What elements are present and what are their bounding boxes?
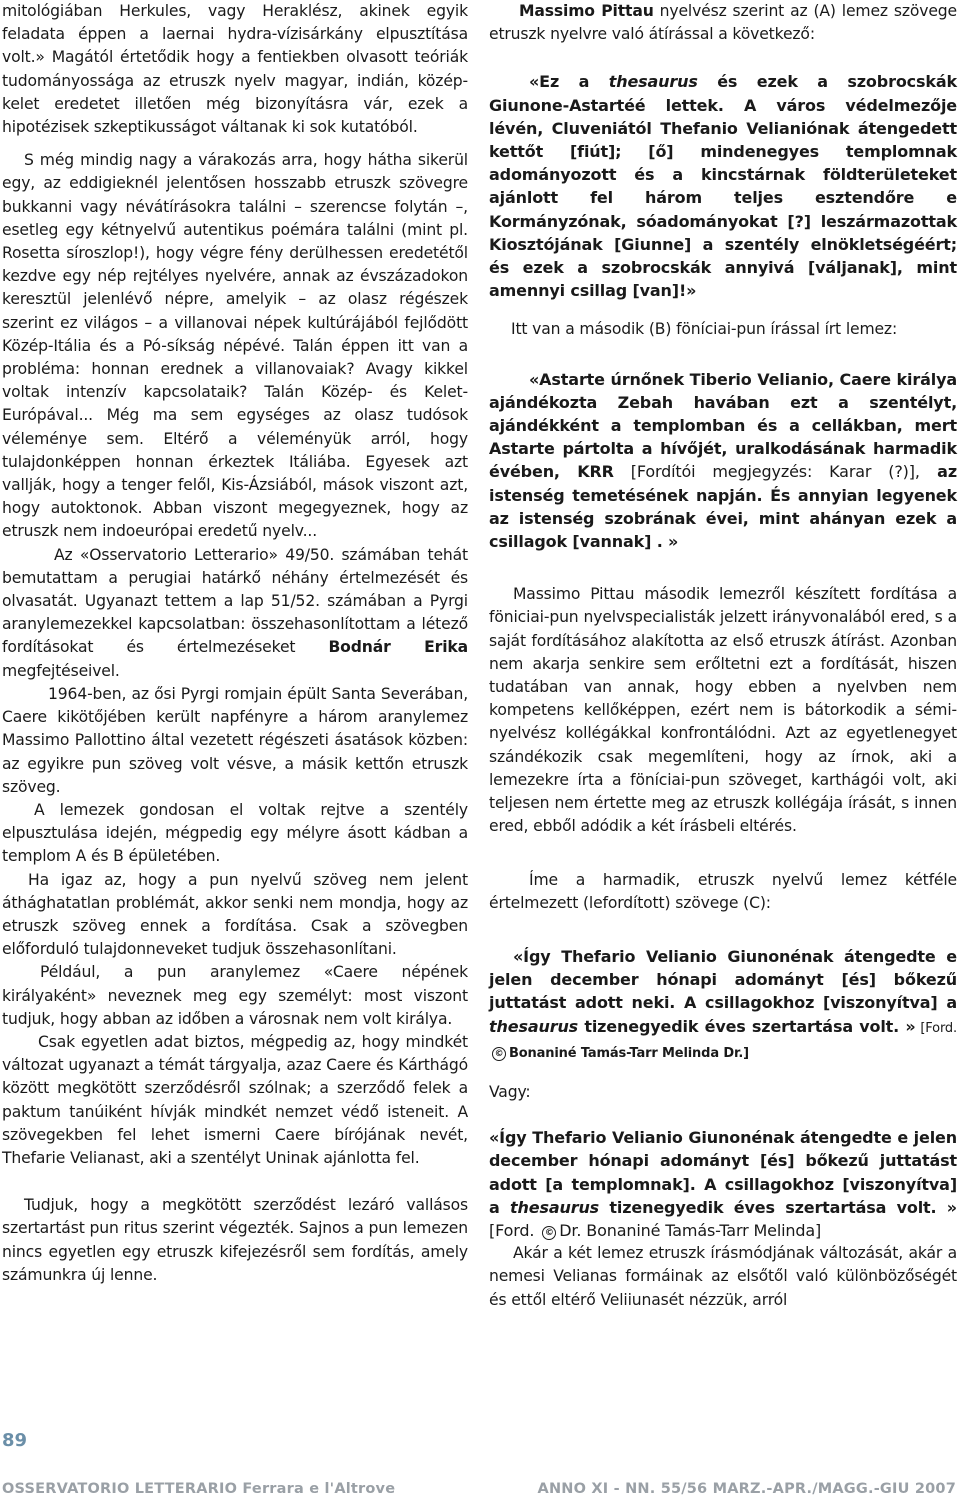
paragraph: Csak egyetlen adat biztos, mégpedig az, hogy mindkét változat ugyanazt a témát tárgyalja, azaz Caere és Kárthágó között megkötött szerződésről szólnak; a szerződő felek a paktum tanúiként hívják mindkét nemzet védő isteneit. A szövegekben fel lehet ismerni Caere bírójának nevét, Thefarie Velianast, aki a szentélyt Uninak ajánlotta fel. xyxy=(2,1032,468,1167)
author-name: Massimo Pittau xyxy=(519,2,654,20)
footer-publication: OSSERVATORIO LETTERARIO Ferrara e l'Altrove xyxy=(2,1481,396,1497)
paragraph: Tudjuk, hogy a megkötött szerződést lezáró vallásos szertartást pun ritus szerint végezték. Sajnos a pun lemezen nincs egyetlen egy etruszk kifejezésről sem fordítás, amely számunkra új lenne. xyxy=(2,1196,468,1284)
paragraph: Akár a két lemez etruszk írásmódjának változását, akár a nemesi Velianas formáinak az elsőtől való különbözőségét és ettől eltérő Veliiunasét nézzük, arról xyxy=(489,1244,957,1309)
paragraph: Például, a pun aranylemez «Caere népének királyaként» neveznek meg egy személyt: most viszont tudjuk, hogy abban az időben a városnak nem volt királya. xyxy=(2,963,468,1028)
paragraph: Ha igaz az, hogy a pun nyelvű szöveg nem jelent áthághatatlan problémát, akkor senki nem mondja, hogy az etruszk szöveg ennek a fordítása. Csak a szövegben előforduló tulajdonneveket tudjuk összehasonlítani. xyxy=(2,870,468,959)
paragraph: 1964-ben, az ősi Pyrgi romjain épült Santa Severában, Caere kikötőjében került napfényre a három aranylemez Massimo Pallottino által vezetett régészeti ásatások közben: az egyikre pun szöveg volt vésve, a másik kettőn etruszk szöveg. xyxy=(2,684,468,796)
paragraph: Az «Osservatorio Letterario» 49/50. számában tehát bemutattam a perugiai határkő néhány értelmezését és olvasatát. Ugyanazt tettem a lap 51/52. számában a Pyrgi aranylemezekkel kapcsolatban: összehasonlítottam a létező fordításokat és értelmezéseket Bodnár Erika megfejtéseivel. xyxy=(2,545,468,680)
quote-c2: «Így Thefario Velianio Giunonénak átengedte e jelen december hónapi adományt [és] bőkezű juttatást adott [a templomnak]. A csillagokhoz [viszonyítva] a thesaurus tizenegyedik éves szertartása volt. » [Ford. © Dr. Bonaniné Tamás-Tarr Melinda] xyxy=(489,1128,957,1240)
paragraph: S még mindig nagy a várakozás arra, hogy hátha sikerül egy, az eddigieknél jelentősen hosszabb etruszk szövegre bukkanni vagy névátírásokra találni – szerencse folytán –, esetleg egy kétnyelvű autentikus poémára találni (mint pl. Rosetta síroszlop!), hogy végre fény derülhessen eredetétől kezdve egy nép rejtélyes nyelvére, annak az évszázadokon keresztül jelenlévő népre, amelyik – az olasz régészek szerint ez világos – a villanovai népek kultúrájából fejlődött Közép-Itália és a Pó-síkság népévé. Talán éppen itt van a probléma: honnan erednek a villanovaiak? Avagy kikkel voltak intenzív kapcsolataik? Talán Közép- és Kelet-Európával... Még ma sem egységes az olasz tudósok véleménye sem. Eltérő a véleményük arról, hogy tulajdonképpen honnan érkeztek Itáliába. Egyesek azt vallják, hogy a tenger felől, Kis-Ázsiából, mások viszont azt, hogy autoktonok. Abban viszont megegyeznek, hogy az etruszk nem indoeurópai eredetű nyelv... xyxy=(2,151,468,541)
paragraph: Vagy: xyxy=(489,1082,531,1101)
quote-b: «Astarte úrnőnek Tiberio Velianio, Caere királya ajándékozta Zebah havában ezt a szentélyt, ajándékként a templomban és a cellákban, mert Astarte pártolta a hívőjét, uralkodásának harmadik évében, KRR [Fordítói megjegyzés: Karar (?)], az istenség temetésének napján. És annyian legyenek az istenség szobrának évei, mint ahányan ezek a csillagok [vannak] . » xyxy=(489,369,957,552)
copyright-icon: © xyxy=(492,1047,506,1061)
paragraph: mitológiában Herkules, vagy Heraklész, akinek egyik feladata éppen a laernai hydra-vízisárkány elpusztítása volt.» Magától értetődik hogy a fentiekben olvasott teóriák tudományossága az etruszk nyelv magyar, indián, közép-kelet eredetet illetően még bizonyításra vár, ezek a hipotézisek szkeptikusságot váltanak ki sok kutatóból. xyxy=(2,2,468,137)
paragraph: Íme a harmadik, etruszk nyelvű lemez kétféle értelmezett (lefordított) szövege (C): xyxy=(489,870,957,912)
author-name: Bodnár Erika xyxy=(328,638,468,657)
right-column xyxy=(489,0,957,1312)
left-column xyxy=(2,0,468,1287)
paragraph: Massimo Pittau nyelvész szerint az (A) lemez szövege etruszk nyelvre való átírással a következő: xyxy=(489,2,957,44)
quote-c1: «Így Thefario Velianio Giunonénak átengedte e jelen december hónapi adományt [és] bőkezű juttatást adott neki. A csillagokhoz [viszonyítva] a thesaurus tizenegyedik éves szertartása volt. » [Ford. © Bonaniné Tamás-Tarr Melinda Dr.] xyxy=(489,946,958,1061)
paragraph: A lemezek gondosan el voltak rejtve a szentély elpusztulása idején, mégpedig egy mélyre ásott kádban a templom A és B épületében. xyxy=(2,800,468,866)
page-number: 89 xyxy=(2,1430,28,1451)
paragraph: Massimo Pittau második lemezről készített fordítása a föniciai-pun nyelvspecialisták jelzett irányvonalából ered, s a saját fordításához alakította az első etruszk átírást. Azonban nem akarja senkire sem erőltetni ezt a fordítását, hiszen tudatában van annak, hogy ebben a nyelvben nem kompetens kellőképpen, ezért nem is bátorkodik a sémi-nyelvész kollégákkal konfrontálódni. Azt az egyetlenegyet szándékozik csak megemlíteni, hogy az írnok, aki a lemezekre írta a föníciai-pun szöveget, karthágói volt, aki teljesen nem értette meg az etruszk kollégája írását, s innen ered, ebből adódik a két írásbeli eltérés. xyxy=(489,585,957,836)
quote-a: «Ez a thesaurus és ezek a szobrocskák Giunone-Astartéé lettek. A város védelmezője lévén, Cluveniától Thefanio Velianiónak átengedett kettőt [fiút]; [ő] mindenegyes templomnak adományozott és a kincstárnak földterületeket ajánlott fel három teljes esztendőre e Kormányzónak, sóadományokat [?] leszármazottak Kiosztójának [Giunne] a szentély elnökletségéért; és ezek a szobrocskák annyivá [váljanak], mint amennyi csillag [van]!» xyxy=(489,72,957,301)
footer-issue: ANNO XI - NN. 55/56 MARZ.-APR./MAGG.-GIU 2007 xyxy=(537,1481,956,1497)
paragraph: Itt van a második (B) föníciai-pun írással írt lemez: xyxy=(511,320,898,339)
copyright-icon: © xyxy=(542,1226,556,1240)
page-footer xyxy=(0,1481,960,1503)
